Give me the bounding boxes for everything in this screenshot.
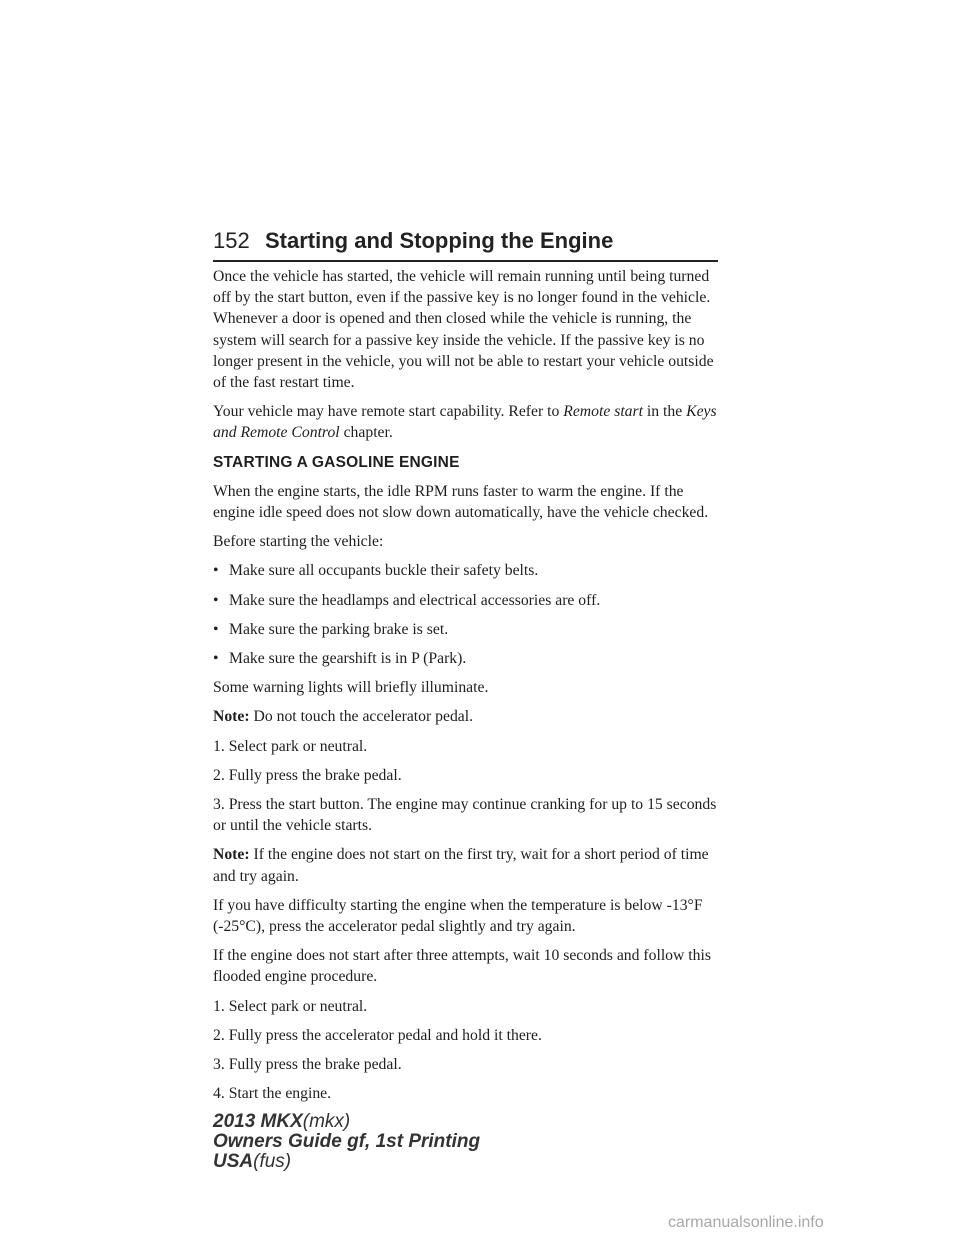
list-item: • Make sure the headlamps and electrical accessories are off. <box>213 590 723 611</box>
remote-start-text-b: in the <box>646 403 683 421</box>
list-item: • Make sure all occupants buckle their safety belts. <box>213 560 723 581</box>
step-item: 2. Fully press the brake pedal. <box>213 766 402 784</box>
keys-remote-link: Keys and Remote Control <box>213 403 717 442</box>
bullet-icon: • <box>213 620 219 638</box>
section-heading: STARTING A GASOLINE ENGINE <box>213 453 460 471</box>
step-item: 2. Fully press the accelerator pedal and hold it there. <box>213 1026 542 1044</box>
footer-line-1: 2013 MKX(mkx) <box>213 1111 351 1132</box>
step-item: 1. Select park or neutral. <box>213 737 368 755</box>
bullet-icon: • <box>213 562 219 580</box>
footer-line-2: Owners Guide gf, 1st Printing <box>213 1131 481 1152</box>
bullet-icon: • <box>213 591 219 609</box>
watermark: carmanualsonline.info <box>668 1214 824 1231</box>
paragraph-cold-start: If you have difficulty starting the engine when the temperature is below -13°F (-25°C), press the accelerator pedal slightly and try again. <box>213 896 703 936</box>
list-item: • Make sure the parking brake is set. <box>213 619 723 640</box>
page-content <box>213 266 723 1113</box>
footer-line-3: USA(fus) <box>213 1151 292 1172</box>
paragraph-before-starting: Before starting the vehicle: <box>213 533 384 551</box>
paragraph-passive-key: Once the vehicle has started, the vehicle will remain running until being turned off by the start button, even if the passive key is no longer found in the vehicle. Whenever a door is opened and then closed while the vehicle is running, the system will search for a passive key inside the vehicle. If the passive key is no longer present in the vehicle, you will not be able to restart your vehicle outside of the fast restart time. <box>213 268 714 392</box>
step-item: 4. Start the engine. <box>213 1085 332 1103</box>
header-rule <box>213 260 718 262</box>
remote-start-link: Remote start <box>563 403 643 421</box>
step-item: 1. Select park or neutral. <box>213 997 368 1015</box>
paragraph-warning-lights: Some warning lights will briefly illuminate. <box>213 679 489 697</box>
remote-start-text-a: Your vehicle may have remote start capability. Refer to <box>213 403 560 421</box>
paragraph-idle-rpm: When the engine starts, the idle RPM runs faster to warm the engine. If the engine idle speed does not slow down automatically, have the vehicle checked. <box>213 482 709 522</box>
note-label: Note: <box>213 708 250 726</box>
page-number: 152 <box>213 228 250 253</box>
list-item: • Make sure the gearshift is in P (Park). <box>213 648 723 669</box>
footer-imprint <box>213 1112 480 1172</box>
page-header <box>213 228 613 254</box>
step-item: 3. Fully press the brake pedal. <box>213 1056 402 1074</box>
note-label: Note: <box>213 846 250 864</box>
note-first-try: Note: If the engine does not start on the first try, wait for a short period of time and try again. <box>213 846 709 885</box>
note-accelerator: Note: Do not touch the accelerator pedal. <box>213 708 474 726</box>
bullet-icon: • <box>213 650 219 668</box>
page-title: Starting and Stopping the Engine <box>265 228 614 253</box>
step-item: 3. Press the start button. The engine may continue cranking for up to 15 seconds or until the vehicle starts. <box>213 796 717 835</box>
paragraph-remote-start <box>213 401 723 443</box>
remote-start-text-c: chapter. <box>343 424 393 442</box>
paragraph-flooded: If the engine does not start after three attempts, wait 10 seconds and follow this flooded engine procedure. <box>213 947 711 986</box>
